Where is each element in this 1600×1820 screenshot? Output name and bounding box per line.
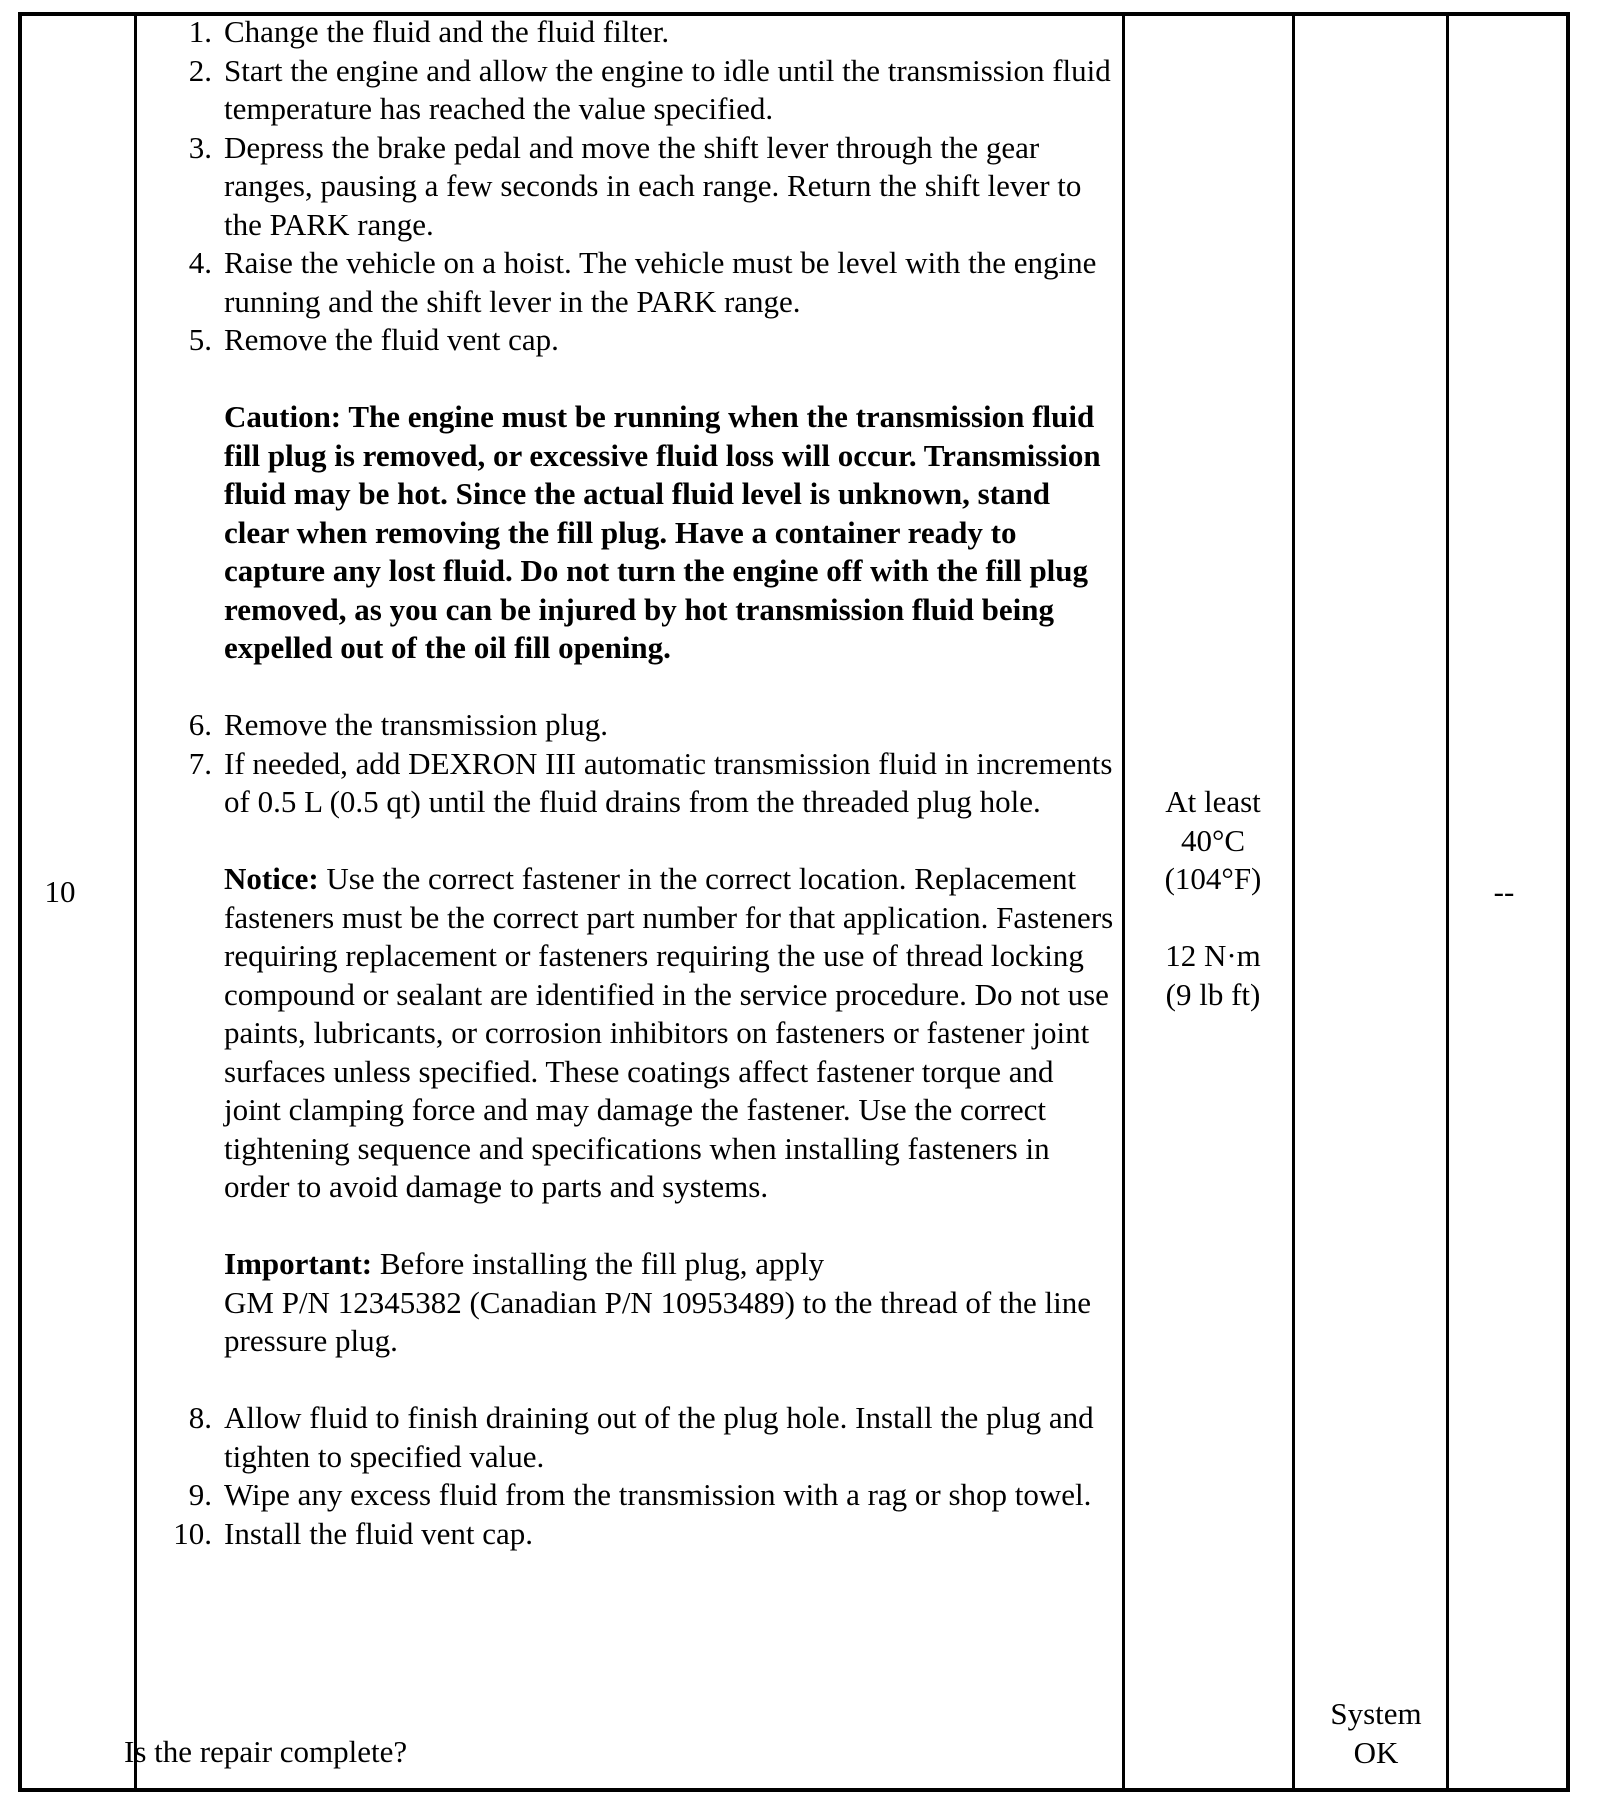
no-result: -- xyxy=(1493,874,1515,909)
list-item: 10. Install the fluid vent cap. xyxy=(173,1515,534,1551)
values-column xyxy=(1130,783,1296,1014)
steps-list-a xyxy=(124,13,1114,360)
list-item: 1. Change the fluid and the fluid filter. xyxy=(188,14,670,49)
list-item: 7. If needed, add DEXRON III automatic transmission fluid in increments of 0.5 L (0.5 qt) until the fluid drains from the threaded plug hole. xyxy=(188,745,1113,819)
list-item: 3. Depress the brake pedal and move the shift lever through the gear ranges, pausing a few seconds in each range. Return the shift lever to the PARK range. xyxy=(188,129,1082,242)
step-number: 10 xyxy=(44,874,76,909)
list-item: 5. Remove the fluid vent cap. xyxy=(188,322,559,357)
caution-note: Caution: The engine must be running when the transmission fluid fill plug is removed, or excessive fluid loss will occur. Transmission fluid may be hot. Since the actual fluid level is unknown, stand clear when removing the fill plug. Have a container ready to capture any lost fluid. Do not turn the engine off with the fill plug removed, as you can be injured by hot transmission fluid being expelled out of the oil fill opening. xyxy=(224,399,1101,665)
steps-list-c xyxy=(124,1399,1114,1553)
list-item: 9. Wipe any excess fluid from the transmission with a rag or shop towel. xyxy=(188,1477,1092,1512)
temp-line2: 40°C xyxy=(1180,822,1246,858)
torque-line1: 12 N·m xyxy=(1165,938,1261,973)
important-label: Important: xyxy=(224,1246,373,1281)
yes-line1: System xyxy=(1330,1696,1422,1731)
list-item: 8. Allow fluid to finish draining out of the plug hole. Install the plug and tighten to specified value. xyxy=(188,1400,1094,1474)
important-note xyxy=(224,1245,1114,1361)
important-line1: Before installing the fill plug, apply xyxy=(372,1246,825,1281)
repair-question: Is the repair complete? xyxy=(124,1734,408,1769)
torque-line2: (9 lb ft) xyxy=(1165,976,1261,1012)
notice-label: Notice: xyxy=(224,861,319,896)
yes-line2: OK xyxy=(1353,1734,1399,1770)
column-divider xyxy=(1446,16,1449,1788)
action-column xyxy=(124,13,1114,1553)
list-item: 6. Remove the transmission plug. xyxy=(188,707,609,742)
notice-note xyxy=(224,860,1114,1207)
yes-result xyxy=(1302,1695,1450,1772)
column-divider xyxy=(1122,16,1125,1788)
steps-list-b xyxy=(124,706,1114,822)
notice-text: Use the correct fastener in the correct location. Replacement fasteners must be the correct part number for that application. Fasteners requiring replacement or fasteners requiring the use of thread locking compound or sealant are identified in the service procedure. Do not use paints, lubricants, or corrosion inhibitors on fasteners or fastener joint surfaces unless specified. These coatings affect fastener torque and joint clamping force and may damage the fastener. Use the correct tightening sequence and specifications when installing fasteners in order to avoid damage to parts and systems. xyxy=(224,861,1114,1204)
important-line2: GM P/N 12345382 (Canadian P/N 10953489) to the thread of the line pressure plug. xyxy=(224,1284,1092,1358)
temp-line3: (104°F) xyxy=(1164,861,1262,896)
temp-line1: At least xyxy=(1165,784,1261,819)
list-item: 4. Raise the vehicle on a hoist. The vehicle must be level with the engine running and the shift lever in the PARK range. xyxy=(188,245,1097,319)
list-item: 2. Start the engine and allow the engine to idle until the transmission fluid temperature has reached the value specified. xyxy=(188,52,1111,126)
